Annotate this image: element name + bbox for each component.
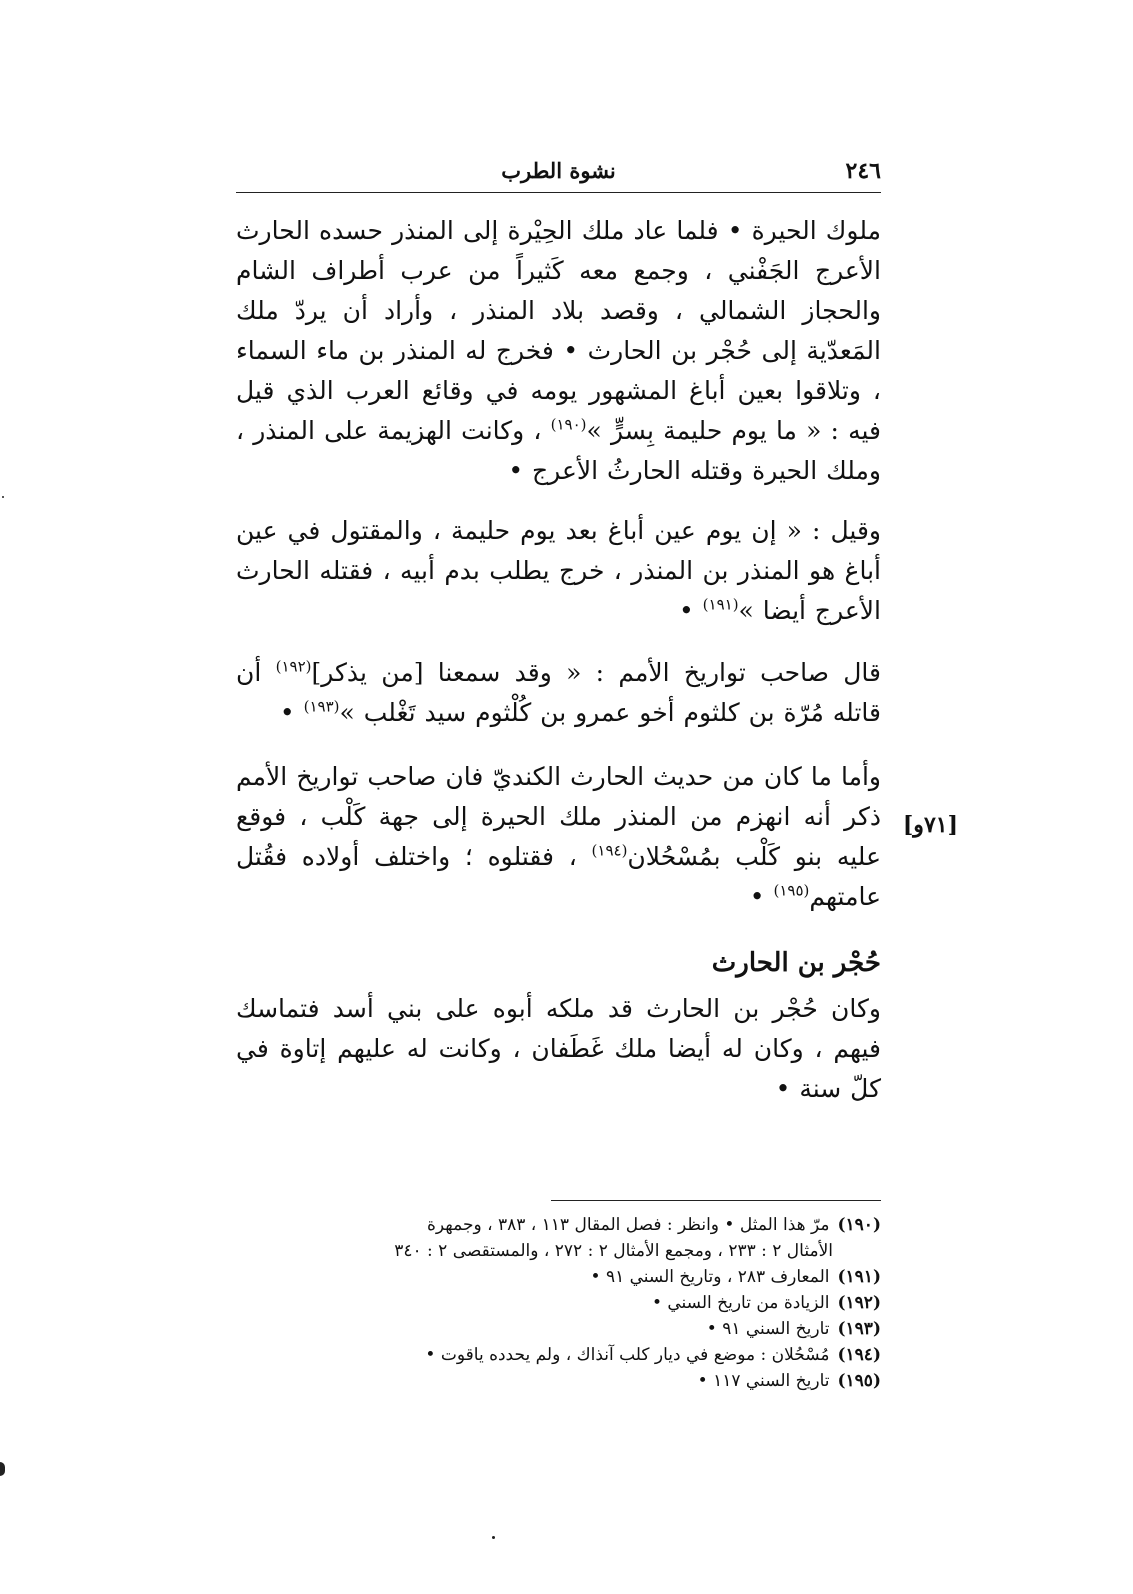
paragraph-4-end: • — [749, 882, 765, 911]
footnote-ref-190: (١٩٠) — [550, 415, 587, 434]
footnote-number: (١٩٥) — [837, 1371, 881, 1391]
footnote-192 — [236, 1290, 881, 1316]
footnote-text: الزيادة من تاريخ السني • — [651, 1293, 830, 1313]
paragraph-3 — [236, 653, 881, 733]
section-heading: حُجْر بن الحارث — [711, 948, 881, 978]
footnote-separator — [551, 1200, 881, 1201]
paragraph-4-after: ، فقتلوه ؛ واختلف أولاده فقُتل عامتهم — [236, 842, 881, 911]
paragraph-3-text: قال صاحب تواريخ الأمم : « وقد سمعنا [من يذكر] — [311, 658, 881, 687]
footnote-number: (١٩١) — [837, 1267, 881, 1287]
paragraph-2-after: • — [678, 596, 694, 625]
paragraph-4 — [236, 757, 881, 917]
footnote-number: (١٩٤) — [837, 1345, 881, 1365]
footnote-ref-193: (١٩٣) — [303, 697, 340, 716]
footnote-ref-195: (١٩٥) — [773, 881, 810, 900]
running-header — [236, 152, 881, 193]
footnotes — [236, 1212, 881, 1394]
paragraph-3-end: • — [279, 698, 295, 727]
book-title: نشوة الطرب — [501, 158, 616, 183]
footnote-ref-191: (١٩١) — [702, 595, 739, 614]
paragraph-1-after: ، وكانت الهزيمة على المنذر ، وملك الحيرة وقتله الحارثُ الأعرج • — [236, 416, 881, 485]
footnote-text: مُسْحُلان : موضع في ديار كلب آنذاك ، ولم يحدده ياقوت • — [425, 1345, 830, 1365]
footnote-text: المعارف ٢٨٣ ، وتاريخ السني ٩١ • — [590, 1267, 830, 1287]
footnote-text: مرّ هذا المثل • وانظر : فصل المقال ١١٣ ، ٣٨٣ ، وجمهرة — [427, 1215, 830, 1235]
footnote-195 — [236, 1368, 881, 1394]
paragraph-4-text: وأما ما كان من حديث الحارث الكنديّ فان صاحب تواريخ الأمم ذكر أنه انهزم من المنذر ملك الحيرة إلى جهة كَلْب ، فوقع عليه بنو كَلْب بمُسْحُلان — [236, 762, 881, 871]
footnote-190-continuation: الأمثال ٢ : ٢٣٣ ، ومجمع الأمثال ٢ : ٢٧٢ ، والمستقصى ٢ : ٣٤٠ — [394, 1241, 833, 1261]
footnote-ref-192: (١٩٢) — [275, 657, 312, 676]
footnote-number: (١٩٢) — [837, 1293, 881, 1313]
page-body — [236, 152, 881, 1109]
scan-speck — [0, 1462, 5, 1476]
footnote-text: تاريخ السني ٩١ • — [706, 1319, 830, 1339]
footnote-193 — [236, 1316, 881, 1342]
footnote-194 — [236, 1342, 881, 1368]
paragraph-3-after: أن قاتله مُرّة بن كلثوم أخو عمرو بن كُلْثوم سيد تَغْلب » — [236, 658, 881, 727]
paragraph-1 — [236, 211, 881, 491]
scan-speck — [492, 1536, 495, 1539]
page-number: ٢٤٦ — [845, 158, 881, 184]
section-paragraph: وكان حُجْر بن الحارث قد ملكه أبوه على بني أسد فتماسك فيهم ، وكان له أيضا ملك غَطَفان ، وكانت له عليهم إتاوة في كلّ سنة • — [236, 994, 881, 1103]
footnote-190 — [236, 1212, 881, 1238]
footnote-text: تاريخ السني ١١٧ • — [697, 1371, 830, 1391]
footnote-number: (١٩٣) — [837, 1319, 881, 1339]
footnote-191 — [236, 1264, 881, 1290]
paragraph-2-text: وقيل : « إن يوم عين أباغ بعد يوم حليمة ، والمقتول في عين أباغ هو المنذر بن المنذر ، خرج يطلب بدم أبيه ، فقتله الحارث الأعرج أيضا » — [236, 516, 881, 625]
footnote-ref-194: (١٩٤) — [591, 841, 628, 860]
paragraph-2 — [236, 511, 881, 631]
paragraph-1-text: ملوك الحيرة • فلما عاد ملك الحِيْرة إلى المنذر حسده الحارث الأعرج الجَفْني ، وجمع معه كَثيراً من عرب أطراف الشام والحجاز الشمالي ، وقصد بلاد المنذر ، وأراد أن يردّ ملك المَعدّية إلى حُجْر بن الحارث • فخرج له المنذر بن ماء السماء ، وتلاقوا بعين أباغ المشهور يومه في وقائع العرب الذي قيل فيه : « ما يوم حليمة بِسرٍّ » — [236, 216, 882, 445]
folio-margin-note: [٧١و] — [902, 812, 958, 838]
scan-speck — [2, 496, 4, 498]
footnote-number: (١٩٠) — [837, 1215, 881, 1235]
